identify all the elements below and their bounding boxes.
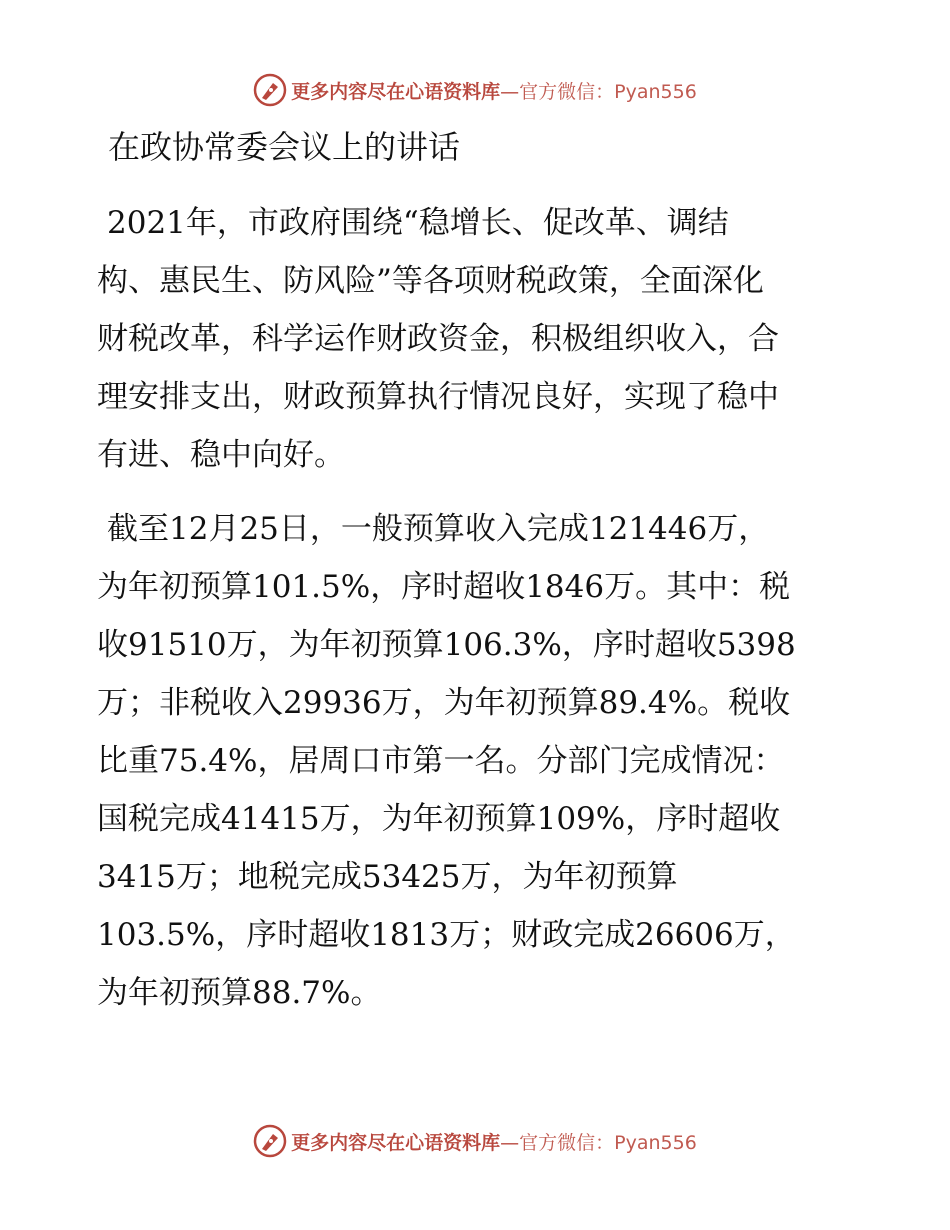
text-line: 收91510万，为年初预算106.3%，序时超收5398 bbox=[97, 627, 796, 663]
banner-wechat-text: 官方微信：Pyan556 bbox=[519, 80, 697, 103]
banner-wechat-text: 官方微信：Pyan556 bbox=[519, 1131, 697, 1154]
pen-nib-logo-icon bbox=[253, 1124, 287, 1158]
header-banner bbox=[0, 70, 950, 110]
text-line: 3415万；地税完成53425万，为年初预算 bbox=[97, 859, 678, 895]
page-title: 在政协常委会议上的讲话 bbox=[108, 128, 461, 166]
banner-dash: — bbox=[500, 1131, 520, 1154]
text-line: 万；非税收入29936万，为年初预算89.4%。税收 bbox=[97, 685, 791, 721]
banner-main-text: 更多内容尽在心语资料库 bbox=[291, 80, 501, 103]
text-line: 为年初预算88.7%。 bbox=[97, 975, 382, 1011]
text-line: 构、惠民生、防风险”等各项财税政策，全面深化 bbox=[97, 263, 764, 299]
footer-banner bbox=[0, 1121, 950, 1161]
pen-nib-logo-icon bbox=[253, 73, 287, 107]
banner-main-text: 更多内容尽在心语资料库 bbox=[291, 1131, 501, 1154]
text-line: 有进、稳中向好。 bbox=[97, 437, 345, 473]
text-line: 2021年，市政府围绕“稳增长、促改革、调结 bbox=[107, 205, 729, 241]
text-line: 为年初预算101.5%，序时超收1846万。其中：税 bbox=[97, 569, 791, 605]
text-line: 国税完成41415万，为年初预算109%，序时超收 bbox=[97, 801, 781, 837]
banner-dash: — bbox=[500, 80, 520, 103]
paragraph-2 bbox=[97, 500, 857, 1022]
paragraph-1 bbox=[97, 194, 857, 484]
banner-text bbox=[291, 1128, 697, 1155]
text-line: 财税改革，科学运作财政资金，积极组织收入，合 bbox=[97, 321, 779, 357]
text-line: 理安排支出，财政预算执行情况良好，实现了稳中 bbox=[97, 379, 779, 415]
text-line: 103.5%，序时超收1813万；财政完成26606万， bbox=[97, 917, 796, 953]
banner-text bbox=[291, 77, 697, 104]
text-line: 截至12月25日，一般预算收入完成121446万， bbox=[107, 511, 770, 547]
text-line: 比重75.4%，居周口市第一名。分部门完成情况： bbox=[97, 743, 785, 779]
